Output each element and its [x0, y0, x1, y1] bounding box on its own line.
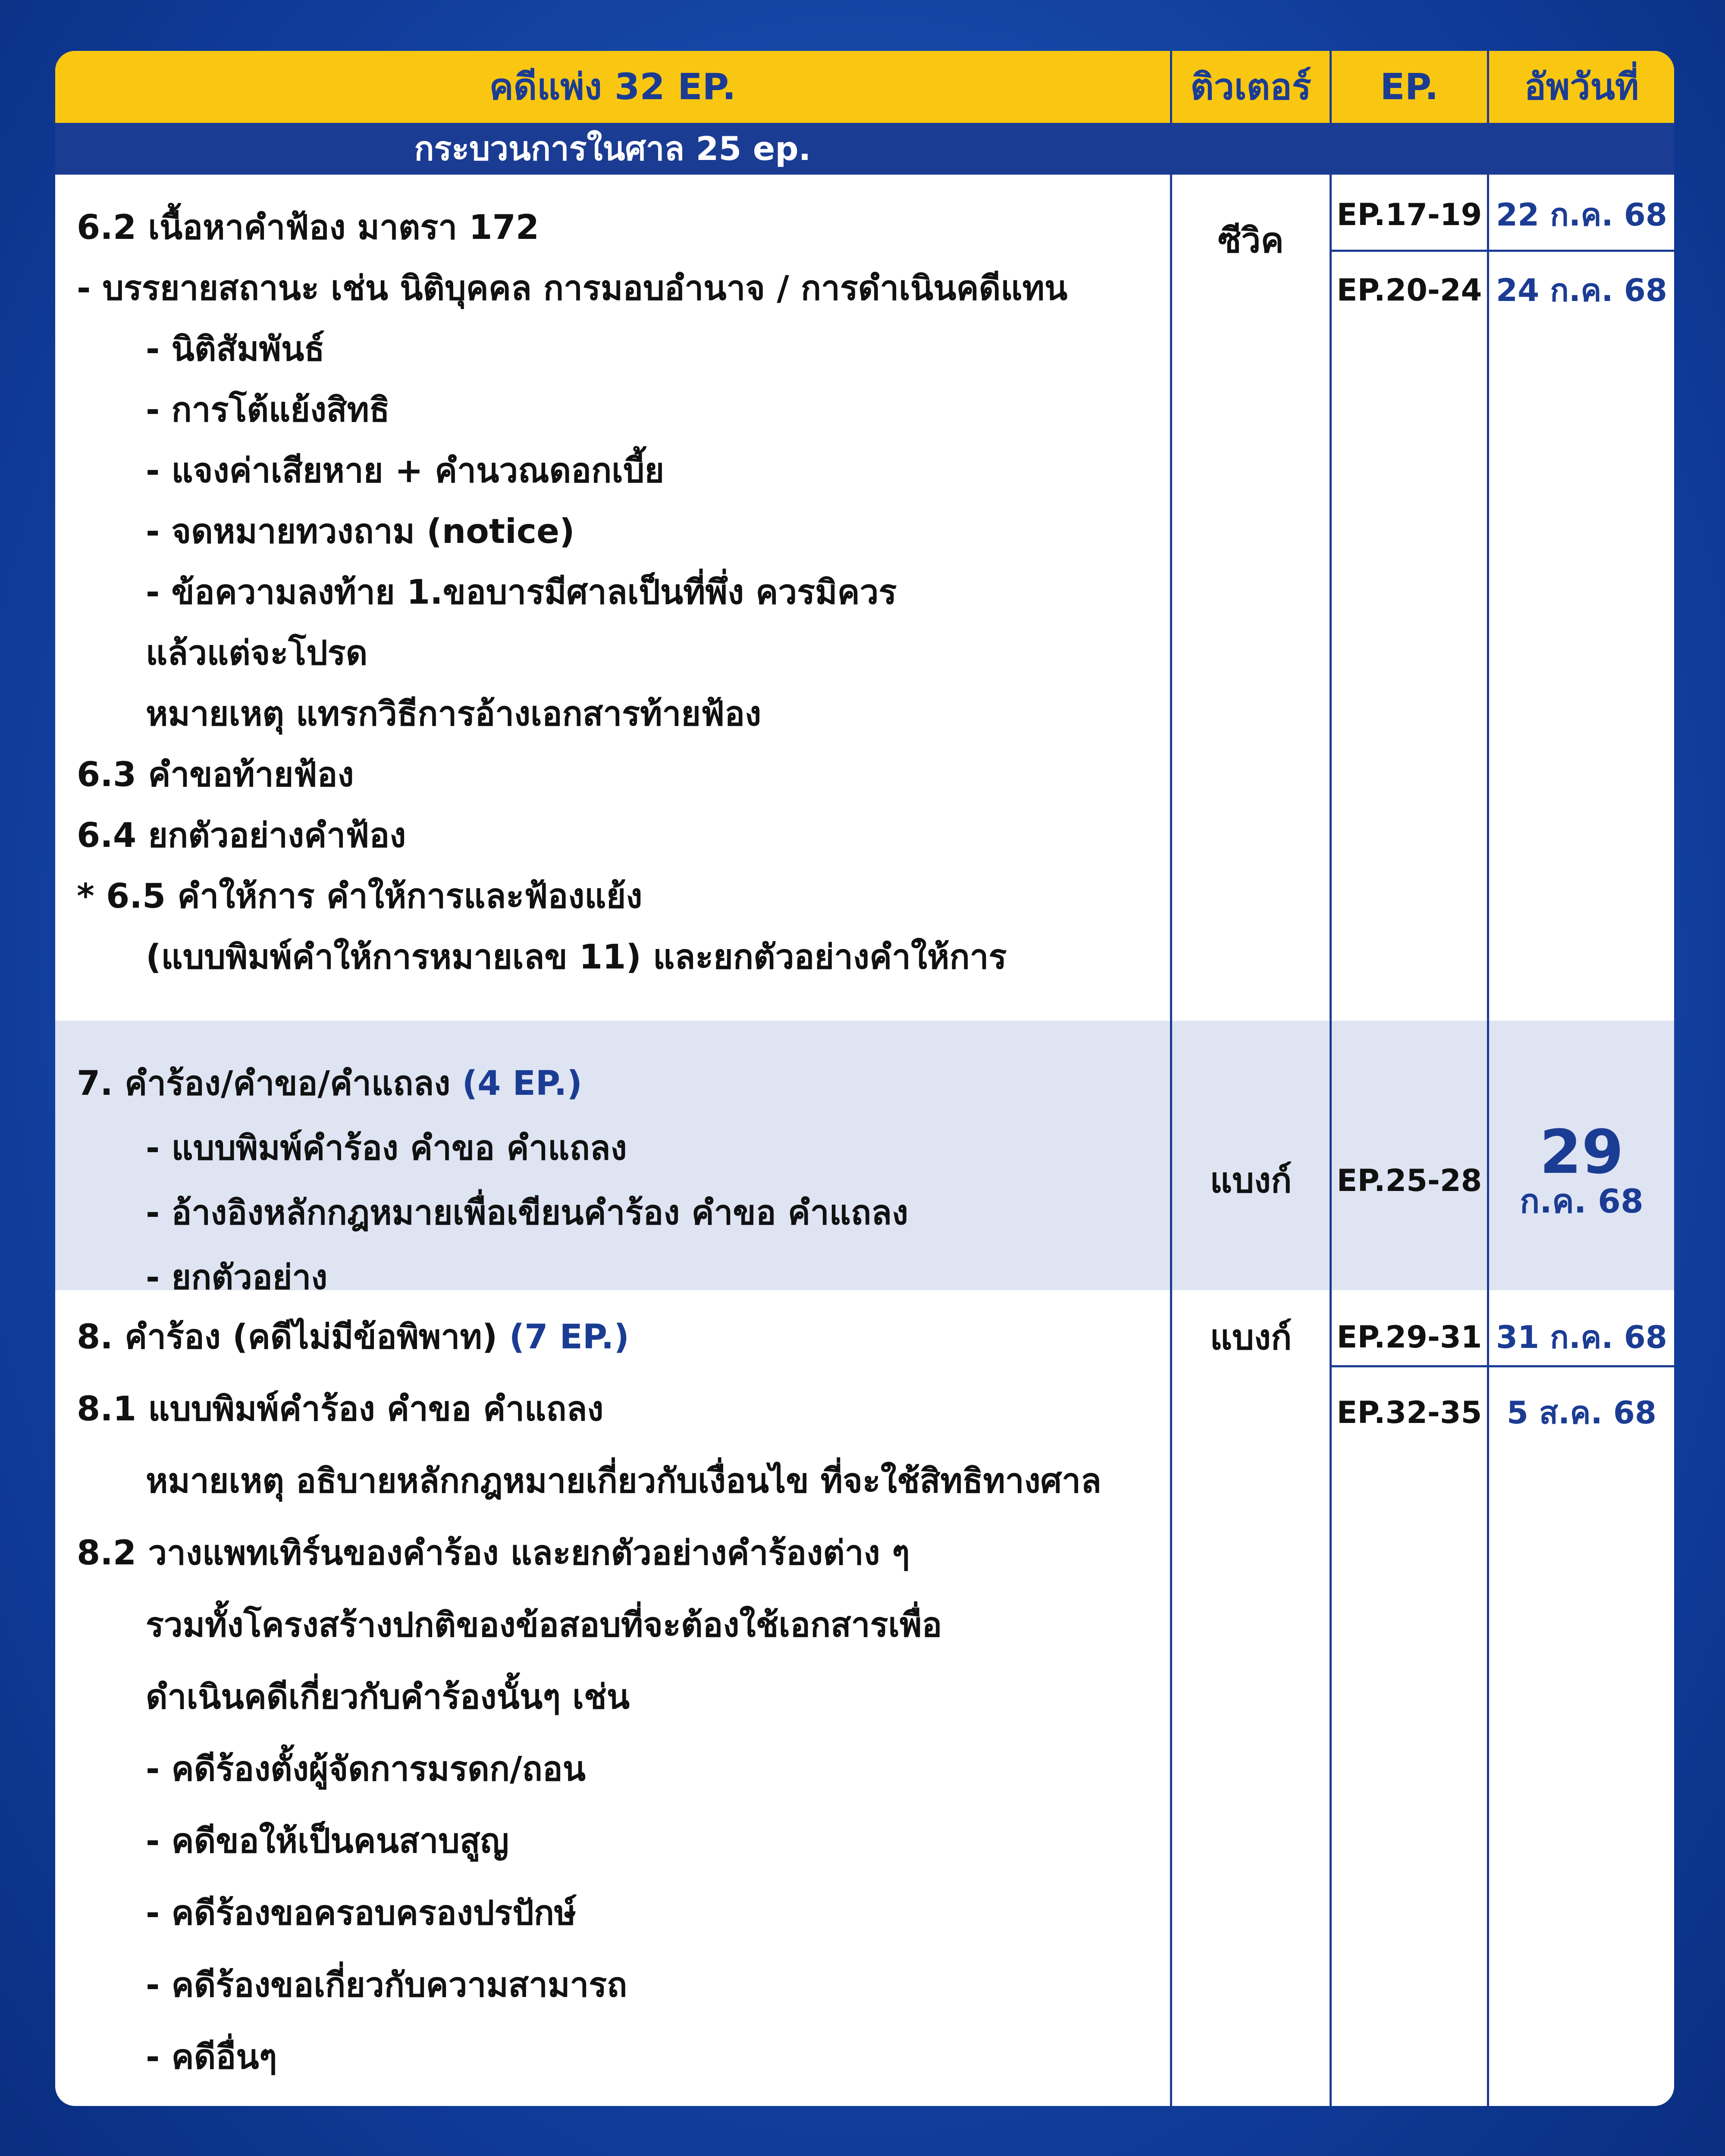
column-divider	[1487, 51, 1489, 2106]
list-item: (แบบพิมพ์คำให้การหมายเลข 11) และยกตัวอย่างคำให้การ	[146, 938, 1007, 977]
ep-range: EP.32-35	[1336, 1395, 1482, 1430]
list-item: 8.1 แบบพิมพ์คำร้อง คำขอ คำแถลง	[77, 1390, 604, 1429]
column-divider	[1170, 51, 1172, 2106]
schedule-card	[55, 51, 1674, 2106]
list-item: - คดีร้องขอครอบครองปรปักษ์	[146, 1894, 577, 1933]
list-item: 8.2 วางแพทเทิร์นของคำร้อง และยกตัวอย่างคำร้องต่าง ๆ	[77, 1534, 910, 1573]
section-6-content	[77, 197, 1164, 988]
list-item: - อ้างอิงหลักกฎหมายเพื่อเขียนคำร้อง คำขอ คำแถลง	[146, 1194, 909, 1232]
list-item: - คดีขอให้เป็นคนสาบสูญ	[146, 1822, 509, 1861]
update-date: 5 ส.ค. 68	[1506, 1395, 1657, 1431]
section-title: 7. คำร้อง/คำขอ/คำแถลง (4 EP.)	[77, 1064, 582, 1103]
tutor-name: ซีวิค	[1218, 220, 1284, 260]
list-item: แล้วแต่จะโปรด	[146, 634, 368, 673]
section-title: 8. คำร้อง (คดีไม่มีข้อพิพาท) (7 EP.)	[77, 1318, 630, 1357]
column-divider	[1330, 51, 1332, 2106]
list-item: - นิติสัมพันธ์	[146, 330, 325, 369]
list-item: - คดีร้องขอเกี่ยวกับความสามารถ	[146, 1966, 627, 2005]
column-header-tutor: ติวเตอร์	[1190, 66, 1311, 108]
tutor-name: แบงก์	[1210, 1317, 1292, 1357]
column-header-update: อัพวันที่	[1524, 66, 1639, 108]
list-item: หมายเหตุ อธิบายหลักกฎหมายเกี่ยวกับเงื่อนไข ที่จะใช้สิทธิทางศาล	[146, 1462, 1101, 1501]
list-item: - แจงค่าเสียหาย + คำนวณดอกเบี้ย	[146, 451, 665, 490]
column-header-ep: EP.	[1380, 66, 1439, 108]
tutor-name: แบงก์	[1210, 1160, 1292, 1200]
ep-range: EP.20-24	[1336, 273, 1482, 308]
list-item: 6.2 เนื้อหาคำฟ้อง มาตรา 172	[77, 208, 539, 247]
list-item: - การโต้แย้งสิทธิ	[146, 391, 390, 429]
list-item: - บรรยายสถานะ เช่น นิติบุคคล การมอบอำนาจ / การดำเนินคดีแทน	[77, 269, 1068, 308]
ep-range: EP.17-19	[1336, 197, 1482, 232]
ep-range: EP.25-28	[1336, 1163, 1482, 1198]
page-title: คดีแพ่ง 32 EP.	[489, 66, 736, 108]
list-item: รวมทั้งโครงสร้างปกติของข้อสอบที่จะต้องใช้เอกสารเพื่อ	[146, 1606, 942, 1645]
row-divider	[1331, 250, 1674, 252]
list-item: * 6.5 คำให้การ คำให้การและฟ้องแย้ง	[77, 877, 643, 916]
list-item: - จดหมายทวงถาม (notice)	[146, 512, 575, 551]
update-date: 22 ก.ค. 68	[1496, 197, 1667, 233]
list-item: หมายเหตุ แทรกวิธีการอ้างเอกสารท้ายฟ้อง	[146, 695, 762, 733]
list-item: - ข้อความลงท้าย 1.ขอบารมีศาลเป็นที่พึ่ง ควรมิควร	[146, 573, 897, 612]
list-item: 6.3 คำขอท้ายฟ้อง	[77, 755, 354, 794]
section-7-content	[77, 1051, 1164, 1310]
list-item: - ยกตัวอย่าง	[146, 1258, 328, 1297]
update-date-month: ก.ค. 68	[1520, 1182, 1643, 1220]
section-8-content	[77, 1301, 1164, 2093]
ep-range: EP.29-31	[1336, 1319, 1482, 1355]
update-date: 24 ก.ค. 68	[1496, 272, 1667, 308]
update-date: 31 ก.ค. 68	[1496, 1319, 1667, 1355]
list-item: - แบบพิมพ์คำร้อง คำขอ คำแถลง	[146, 1129, 627, 1168]
list-item: 6.4 ยกตัวอย่างคำฟ้อง	[77, 816, 406, 855]
update-date-day: 29	[1540, 1117, 1624, 1188]
list-item: - คดีอื่นๆ	[146, 2038, 277, 2077]
list-item: ดำเนินคดีเกี่ยวกับคำร้องนั้นๆ เช่น	[146, 1678, 630, 1717]
list-item: - คดีร้องตั้งผู้จัดการมรดก/ถอน	[146, 1750, 586, 1789]
subheader: กระบวนการในศาล 25 ep.	[414, 129, 811, 168]
